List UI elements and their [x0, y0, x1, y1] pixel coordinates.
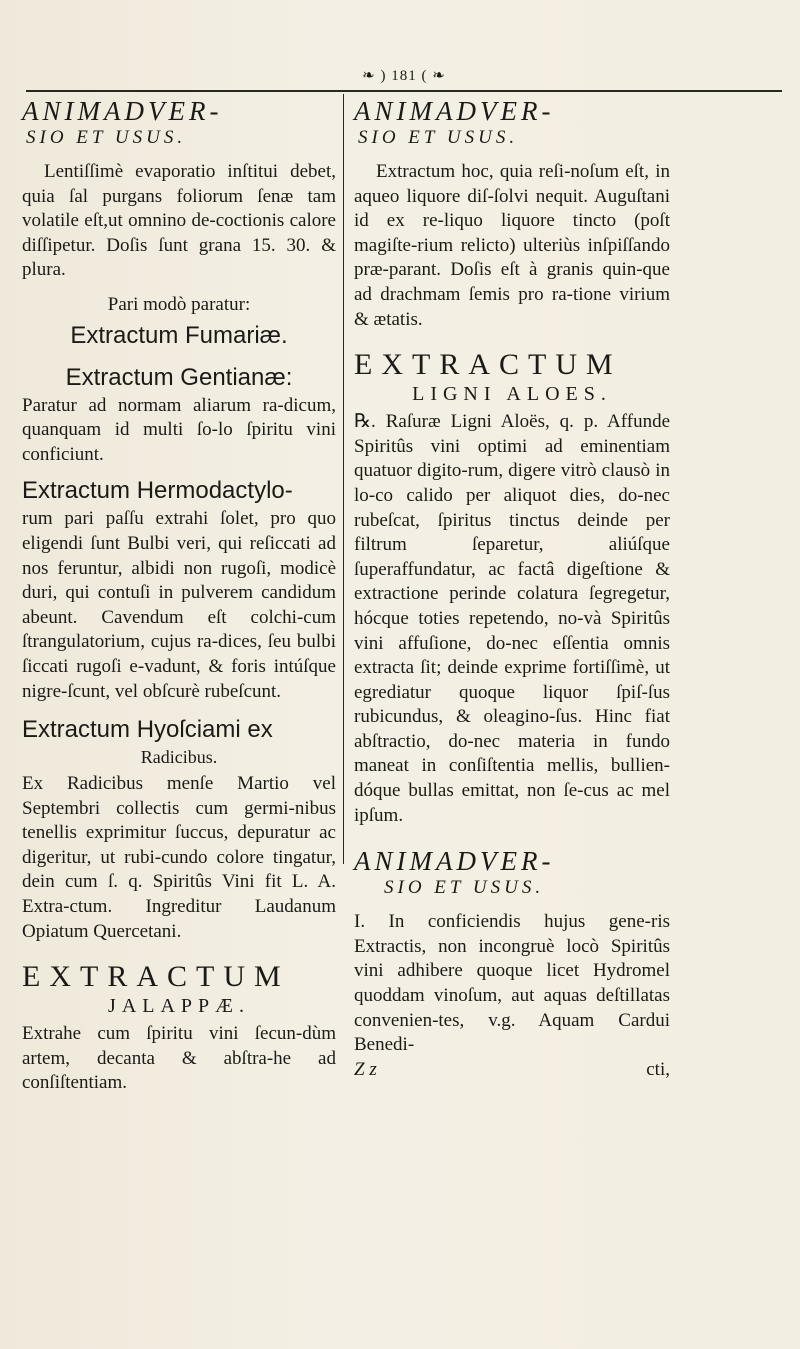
heading-extractum-hyosciami-sub: Radicibus.: [140, 747, 218, 768]
left-paragraph-3: Paratur ad normam aliarum ra-dicum, quanquam id multi ſo-lo ſpiritu vini conficiunt.: [22, 394, 336, 465]
heading-extractum-hyosciami: Extractum Hyoſciami ex: [22, 716, 273, 744]
right-section-title: ANIMADVER-: [354, 96, 555, 126]
right-section-subtitle-2: SIO ET USUS.: [384, 877, 545, 899]
right-paragraph-2: ℞. Raſuræ Ligni Aloës, q. p. Affunde Spiritûs vini optimi ad eminentiam quatuor digito-rum, digere vitrò clausò in lo-co calido per aliquot dies, do-nec rubeſcat, ſpiritus tinctus deinde per filtrum ſeparetur, aliúſque ſuperaffundatur, ac factâ digeſtione & extractione perinde colatura ſegregetur, hócque toties repetendo, no-và Spiritûs vini affuſione, do-nec eſſentia omnis extracta ſit; deinde exprime fortiſſimè, ut egrediatur quoque liquor ſpiſ-ſus rubicundus, & oleagino-ſus. Hinc fiat abſtractio, do-nec materia in fundo maneat in conſiſtentia mellis, bullien-dóque bullas emittat, non ſe-cus ac mel ipſum.: [354, 411, 670, 826]
left-paragraph-2: Pari modò paratur:: [107, 293, 251, 315]
left-paragraph-4: rum pari paſſu extrahi ſolet, pro quo eligendi ſunt Bulbi veri, qui reſiccati ad nos feruntur, albidi non rugoſi, modicè duri, qui contuſi in pulverem candidum abeunt. Cavendum eſt colchi-cum ſtrangulatorium, cujus ra-dices, ſeu bulbi ſiccati rugoſi e-vadunt, & foris intúſque nigre-ſcunt, vel obſcurè rubeſcunt.: [22, 508, 336, 702]
heading-extractum-gentianae: Extractum Gentianæ:: [65, 363, 293, 391]
header-rule: [26, 90, 782, 92]
heading-extractum-jalappae: EXTRACTUM: [22, 960, 290, 994]
running-head: ❧ ) 181 ( ❧: [362, 68, 446, 84]
catchword: cti,: [646, 1058, 670, 1080]
signature-mark: Z z: [354, 1058, 377, 1080]
heading-extractum-fumariae: Extractum Fumariæ.: [70, 321, 288, 349]
heading-extractum-ligni-aloes-sub: LIGNI ALOES.: [412, 383, 612, 406]
column-divider: [343, 94, 344, 864]
page-signature-line: [354, 1058, 670, 1082]
right-paragraph-3: I. In conficiendis hujus gene-ris Extractis, non incongruè locò Spiritûs vini adhibere quoque licet Hydromel quoddam vinoſum, aut aquas deſtillatas convenien-tes, v.g. Aquam Cardui Benedi-: [354, 911, 670, 1056]
right-column: [354, 96, 670, 1082]
left-paragraph-6: Extrahe cum ſpiritu vini ſecun-dùm artem, decanta & abſtra-he ad conſiſtentiam.: [22, 1023, 336, 1094]
heading-extractum-ligni-aloes: EXTRACTUM: [354, 348, 622, 382]
left-section-subtitle: SIO ET USUS.: [26, 127, 187, 148]
heading-extractum-jalappae-sub: JALAPPÆ.: [108, 995, 250, 1018]
left-paragraph-5: Ex Radicibus menſe Martio vel Septembri collectis cum germi-nibus tenellis exprimitur ſuccus, depuratur ac digeritur, ut rubi-cundo colore tingatur, dein cum ſ. q. Spiritûs Vini fit L. A. Extra-ctum. Ingreditur Laudanum Opiatum Quercetani.: [22, 773, 336, 942]
right-section-subtitle: SIO ET USUS.: [358, 127, 519, 148]
left-column: [22, 96, 336, 1096]
heading-extractum-hermodactylorum: Extractum Hermodactylo-: [22, 477, 293, 505]
right-paragraph-1: Extractum hoc, quia reſi-noſum eſt, in aqueo liquore diſ-ſolvi nequit. Auguſtani id ex re-liquo liquore tincto (poſt magiſte-rium relicto) ulteriùs inſpiſſando præ-parant. Doſis eſt à granis quin-que ad drachmam ſemis pro ra-tione virium & ætatis.: [354, 161, 670, 330]
left-paragraph-1: Lentiſſimè evaporatio inſtitui debet, quia ſal purgans foliorum ſenæ tam volatile eſt,ut omnino de-coctionis calore diſſipetur. Doſis ſunt grana 15. 30. & plura.: [22, 161, 336, 281]
right-section-title-2: ANIMADVER-: [354, 846, 555, 877]
left-section-title: ANIMADVER-: [22, 96, 223, 126]
